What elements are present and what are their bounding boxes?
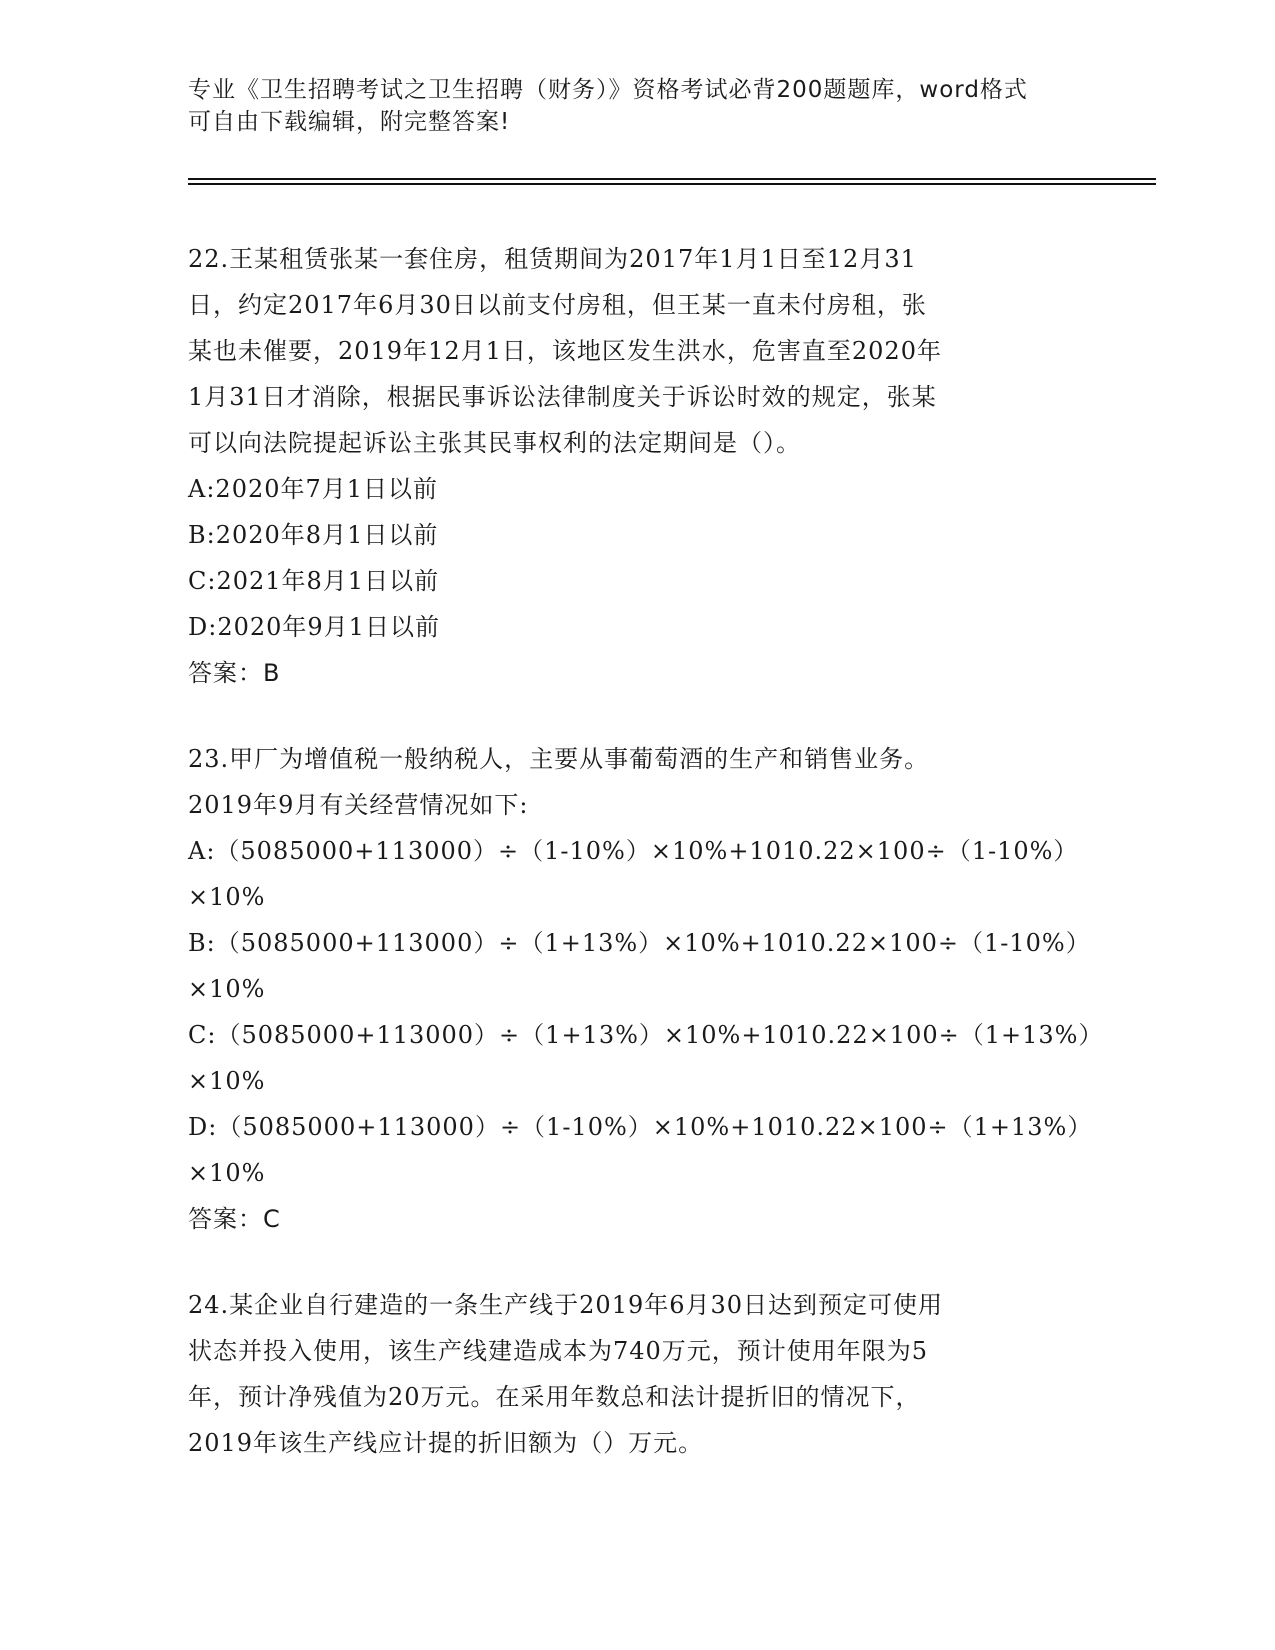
question-stem-line: 1月31日才消除，根据民事诉讼法律制度关于诉讼时效的规定，张某 — [188, 383, 937, 411]
option-c: C:（5085000+113000）÷（1+13%）×10%+1010.22×100÷（1+13%） — [188, 1021, 1104, 1049]
question-stem-line: 24.某企业自行建造的一条生产线于2019年6月30日达到预定可使用 — [188, 1291, 944, 1319]
option-d: D:（5085000+113000）÷（1-10%）×10%+1010.22×100÷（1+13%） — [188, 1113, 1093, 1141]
option-d: D:2020年9月1日以前 — [188, 613, 440, 641]
question-stem-line: 22.王某租赁张某一套住房，租赁期间为2017年1月1日至12月31 — [188, 245, 917, 273]
header-divider-bottom — [188, 183, 1156, 185]
question-24 — [188, 1282, 1088, 1466]
question-stem-line: 日，约定2017年6月30日以前支付房租，但王某一直未付房租，张 — [188, 291, 927, 319]
question-stem-line: 年，预计净残值为20万元。在采用年数总和法计提折旧的情况下， — [188, 1383, 921, 1411]
question-stem-line: 可以向法院提起诉讼主张其民事权利的法定期间是（）。 — [188, 429, 801, 457]
option-b-continued: ×10% — [188, 975, 266, 1003]
option-d-continued: ×10% — [188, 1159, 266, 1187]
option-c-continued: ×10% — [188, 1067, 266, 1095]
option-a: A:（5085000+113000）÷（1-10%）×10%+1010.22×100÷（1-10%） — [188, 837, 1079, 865]
question-stem-line: 23.甲厂为增值税一般纳税人，主要从事葡萄酒的生产和销售业务。 — [188, 745, 930, 773]
option-a-continued: ×10% — [188, 883, 266, 911]
question-stem-line: 某也未催要，2019年12月1日，该地区发生洪水，危害直至2020年 — [188, 337, 942, 365]
question-list — [188, 236, 1104, 1506]
header-divider-top — [188, 178, 1156, 180]
option-a: A:2020年7月1日以前 — [188, 475, 439, 503]
header-line-2: 可自由下载编辑，附完整答案! — [188, 109, 511, 135]
option-c: C:2021年8月1日以前 — [188, 567, 440, 595]
question-stem-line: 2019年9月有关经营情况如下: — [188, 791, 529, 819]
header-line-1: 专业《卫生招聘考试之卫生招聘（财务）》资格考试必背200题题库，word格式 — [188, 77, 1028, 103]
question-stem-line: 状态并投入使用，该生产线建造成本为740万元，预计使用年限为5 — [188, 1337, 929, 1365]
answer-key: 答案：B — [188, 659, 281, 687]
question-stem-line: 2019年该生产线应计提的折旧额为（）万元。 — [188, 1429, 704, 1457]
document-header — [188, 74, 1068, 138]
option-b: B:（5085000+113000）÷（1+13%）×10%+1010.22×100÷（1-10%） — [188, 929, 1091, 957]
answer-key: 答案：C — [188, 1205, 281, 1233]
question-22 — [188, 236, 1088, 696]
question-23 — [188, 736, 1104, 1242]
option-b: B:2020年8月1日以前 — [188, 521, 439, 549]
